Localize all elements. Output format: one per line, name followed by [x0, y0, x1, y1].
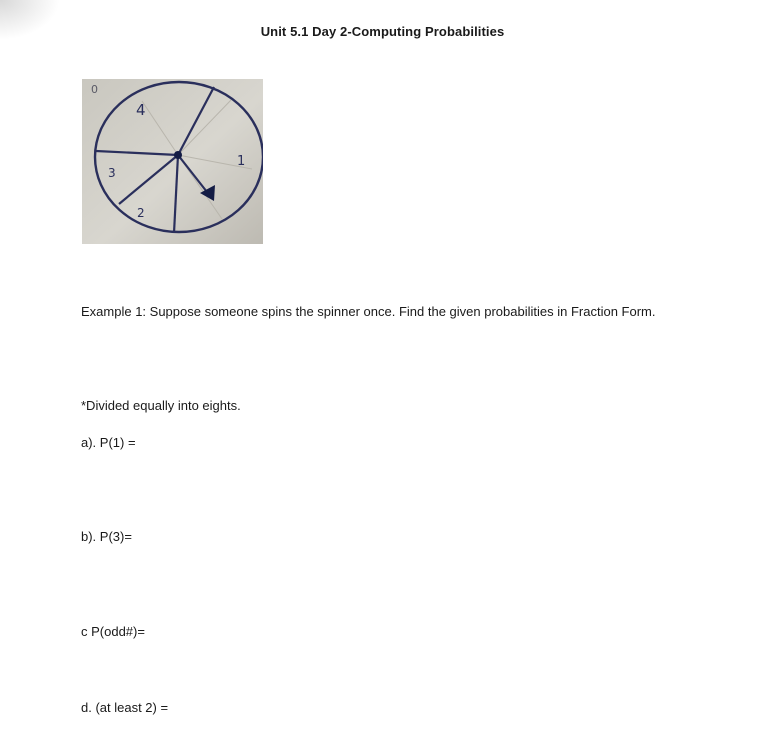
- question-b: b). P(3)=: [81, 529, 132, 544]
- page-title: [0, 24, 765, 39]
- page-title-text: Unit 5.1 Day 2-Computing Probabilities: [260, 24, 505, 39]
- spinner-photo-background: [82, 79, 263, 244]
- example-prompt: Example 1: Suppose someone spins the spinner once. Find the given probabilities in Fraction Form.: [81, 304, 656, 319]
- spinner-label-1: 1: [237, 154, 246, 169]
- question-d: d. (at least 2) =: [81, 700, 169, 715]
- spinner-label-2: 2: [137, 206, 145, 220]
- spinner-center-pin: [174, 151, 182, 159]
- spinner-label-3: 3: [108, 166, 116, 180]
- division-note: *Divided equally into eights.: [81, 398, 241, 413]
- spinner-label-4: 4: [136, 101, 146, 119]
- question-a: a). P(1) =: [81, 435, 136, 450]
- spinner-image: [82, 79, 263, 244]
- question-c: c P(odd#)=: [81, 624, 145, 639]
- pencil-mark: 0: [91, 83, 98, 96]
